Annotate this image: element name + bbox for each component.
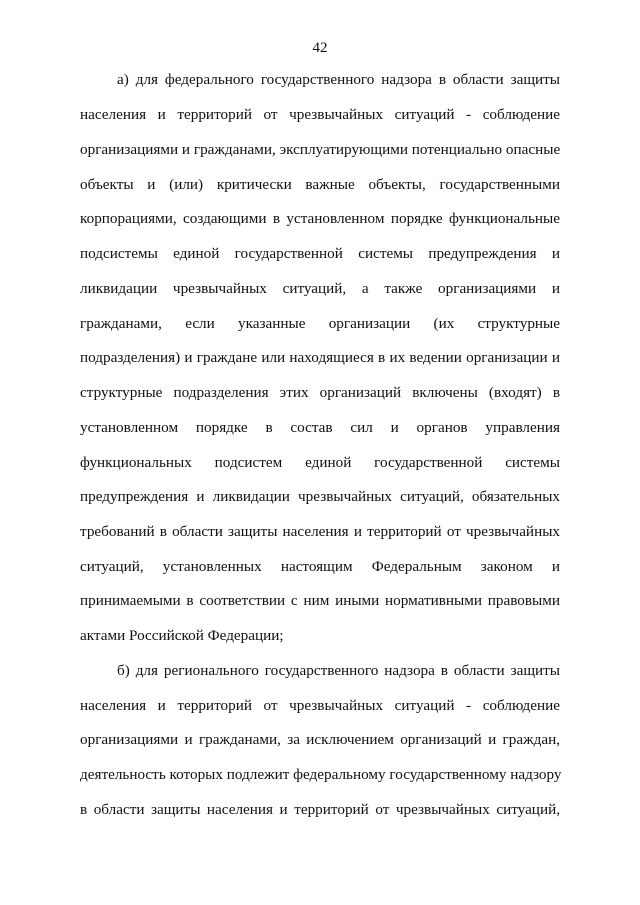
paragraph-b-line: населения и территорий от чрезвычайных ситуаций - соблюдение	[80, 697, 560, 714]
paragraph-a-line: установленном порядке в состав сил и органов управления	[80, 419, 560, 436]
paragraph-a-line: а) для федерального государственного надзора в области защиты	[117, 71, 560, 88]
paragraph-a-line: функциональных подсистем единой государственной системы	[80, 454, 560, 471]
paragraph-a-line: объекты и (или) критически важные объекты, государственными	[80, 176, 560, 193]
paragraph-a-line: ситуаций, установленных настоящим Федеральным законом и	[80, 558, 560, 575]
paragraph-a-line: структурные подразделения этих организаций включены (входят) в	[80, 384, 560, 401]
paragraph-a-line: подразделения) и граждане или находящиеся в их ведении организации и	[80, 349, 560, 366]
paragraph-a-line: организациями и гражданами, эксплуатирующими потенциально опасные	[80, 141, 561, 158]
paragraph-a-line: корпорациями, создающими в установленном порядке функциональные	[80, 210, 560, 227]
paragraph-b-line: в области защиты населения и территорий от чрезвычайных ситуаций,	[80, 801, 560, 818]
paragraph-b-line: деятельность которых подлежит федеральному государственному надзору	[80, 766, 562, 783]
paragraph-a-line: актами Российской Федерации;	[80, 627, 284, 644]
paragraph-b-line: б) для регионального государственного надзора в области защиты	[117, 662, 560, 679]
paragraph-a-line: принимаемыми в соответствии с ним иными нормативными правовыми	[80, 592, 560, 609]
page-number: 42	[312, 40, 328, 56]
paragraph-a-line: ликвидации чрезвычайных ситуаций, а также организациями и	[80, 280, 560, 297]
paragraph-a-line: подсистемы единой государственной системы предупреждения и	[80, 245, 560, 262]
paragraph-a-line: гражданами, если указанные организации (их структурные	[80, 315, 560, 332]
paragraph-a-line: населения и территорий от чрезвычайных ситуаций - соблюдение	[80, 106, 560, 123]
paragraph-a-line: требований в области защиты населения и территорий от чрезвычайных	[80, 523, 560, 540]
paragraph-b-line: организациями и гражданами, за исключением организаций и граждан,	[80, 731, 560, 748]
paragraph-a-line: предупреждения и ликвидации чрезвычайных ситуаций, обязательных	[80, 488, 560, 505]
